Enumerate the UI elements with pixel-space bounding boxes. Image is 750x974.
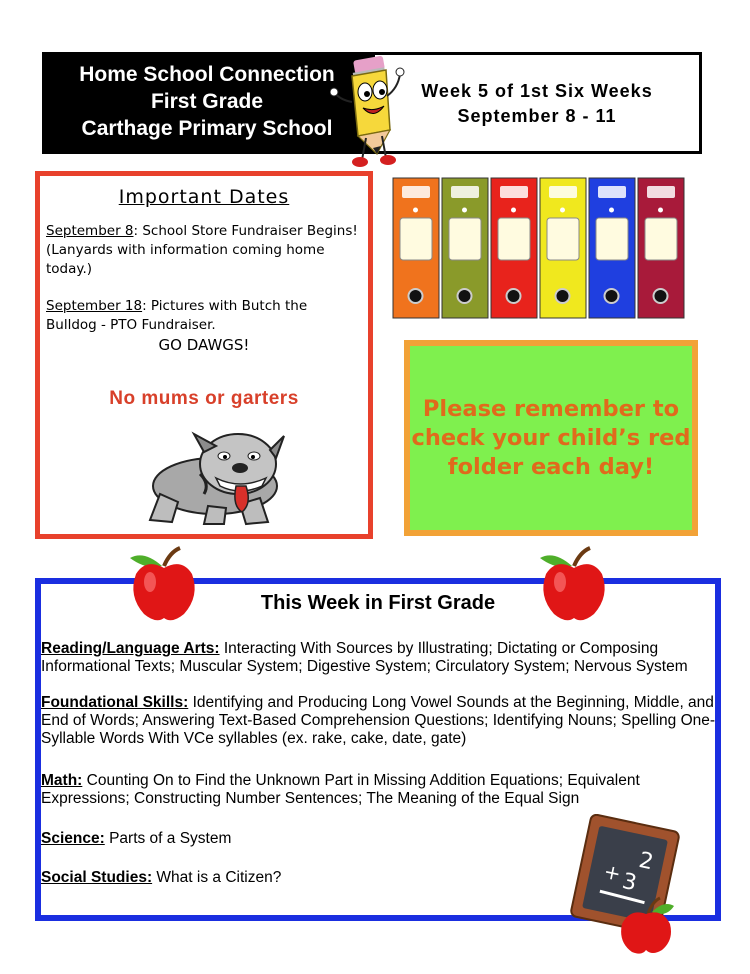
section-math-label: Math:: [41, 772, 83, 789]
chalkboard-top-number: 2: [636, 847, 656, 876]
binder: [393, 178, 439, 318]
binder: [491, 178, 537, 318]
section-reading: [41, 640, 721, 676]
red-folder-reminder: [404, 340, 698, 536]
section-science-label: Science:: [41, 830, 105, 847]
header-title-block: [42, 52, 372, 154]
header-week-block: [372, 52, 702, 154]
chalkboard-icon: [566, 814, 684, 956]
bulldog-icon: [120, 424, 295, 529]
section-math: [41, 772, 721, 808]
go-dawgs-text: GO DAWGS!: [158, 336, 250, 354]
binder: [638, 178, 684, 318]
header-week-line1: Week 5 of 1st Six Weeks: [421, 81, 653, 101]
important-dates-title: Important Dates: [118, 186, 290, 208]
chalkboard-bottom-number: 3: [619, 868, 639, 897]
binders-icon: [392, 176, 696, 322]
section-foundational-label: Foundational Skills:: [41, 694, 189, 711]
section-foundational: [41, 694, 721, 748]
apple-icon: [534, 544, 614, 624]
important-dates-box: [35, 171, 373, 539]
binder: [589, 178, 635, 318]
date-item-2: [46, 297, 362, 335]
date-item-2-date: September 18: [46, 298, 143, 314]
this-week-title: This Week in First Grade: [260, 592, 496, 614]
date-item-1: [46, 222, 362, 279]
header-title-line3: Carthage Primary School: [81, 117, 333, 140]
header-title-line2: First Grade: [150, 90, 264, 113]
section-social-studies-text: What is a Citizen?: [152, 869, 282, 886]
reminder-text: Please remember to check your child’s red folder each day!: [411, 395, 691, 480]
date-item-2-text: : Pictures with Butch the Bulldog - PTO Fundraiser.: [46, 298, 308, 333]
section-social-studies-label: Social Studies:: [41, 869, 153, 886]
apple-icon: [124, 544, 204, 624]
section-foundational-text: Identifying and Producing Long Vowel Sounds at the Beginning, Middle, and End of Words; Answering Text-Based Comprehension Questions; Identifying Nouns; Spelling One-Syllable Words With VCe syllables (ex. rake, cake, date, gate): [41, 694, 716, 747]
binder: [540, 178, 586, 318]
chalkboard-plus: +: [601, 858, 624, 886]
section-reading-label: Reading/Language Arts:: [41, 640, 220, 657]
header-title-line1: Home School Connection: [79, 63, 335, 86]
binder: [442, 178, 488, 318]
section-reading-text: Interacting With Sources by Illustrating; Dictating or Composing Informational Texts; Muscular System; Digestive System; Circulatory System; Nervous System: [41, 640, 688, 675]
pencil-mascot-icon: [330, 52, 410, 170]
header-week-line2: September 8 - 11: [457, 106, 617, 126]
date-item-1-date: September 8: [46, 223, 134, 239]
date-item-1-text: : School Store Fundraiser Begins! (Lanyards with information coming home today.): [46, 223, 358, 277]
no-mums-notice: No mums or garters: [109, 388, 299, 409]
section-math-text: Counting On to Find the Unknown Part in Missing Addition Equations; Equivalent Expressions; Constructing Number Sentences; The Meaning of the Equal Sign: [41, 772, 640, 807]
section-science-text: Parts of a System: [104, 830, 232, 847]
